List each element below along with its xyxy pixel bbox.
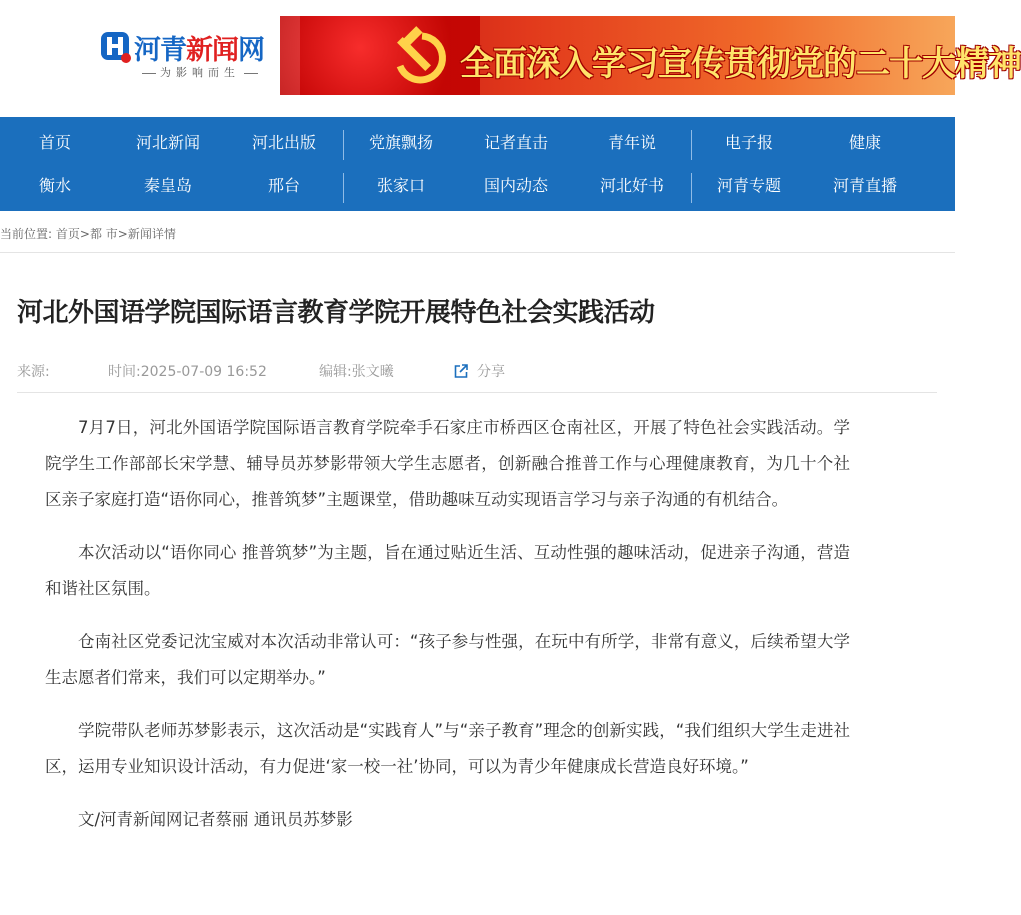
nav-item-e-paper[interactable]: 电子报 bbox=[724, 133, 773, 152]
breadcrumb-separator: > bbox=[79, 227, 90, 241]
article-byline: 文/河青新闻网记者蔡丽 通讯员苏梦影 bbox=[78, 810, 353, 829]
nav-separator bbox=[691, 130, 692, 160]
nav-row-1 bbox=[0, 122, 955, 164]
logo-mark-icon bbox=[100, 30, 132, 64]
nav-item-good-books[interactable]: 河北好书 bbox=[599, 176, 664, 195]
logo-name: 河青新闻网 bbox=[134, 35, 264, 66]
nav-separator bbox=[343, 130, 344, 160]
nav-item-hebei-publishing[interactable]: 河北出版 bbox=[251, 133, 316, 152]
share-icon bbox=[453, 363, 469, 379]
nav-item-domestic[interactable]: 国内动态 bbox=[483, 176, 548, 195]
nav-item-health[interactable]: 健康 bbox=[848, 133, 881, 152]
nav-item-hengshui[interactable]: 衡水 bbox=[38, 176, 71, 195]
nav-item-reporter[interactable]: 记者直击 bbox=[483, 133, 548, 152]
main-nav bbox=[0, 117, 955, 211]
meta-divider bbox=[17, 392, 937, 393]
nav-item-special[interactable]: 河青专题 bbox=[716, 176, 781, 195]
share-label: 分享 bbox=[477, 364, 505, 380]
meta-source: 来源: bbox=[17, 364, 50, 380]
hammer-sickle-icon bbox=[388, 26, 448, 86]
breadcrumb-divider bbox=[0, 252, 955, 253]
nav-item-hebei-news[interactable]: 河北新闻 bbox=[135, 133, 200, 152]
meta-editor: 编辑:张文曦 bbox=[319, 364, 394, 380]
nav-separator bbox=[343, 173, 344, 203]
breadcrumb-current: 新闻详情 bbox=[127, 227, 176, 241]
article-paragraph: 仓南社区党委记沈宝威对本次活动非常认可：“孩子参与性强，在玩中有所学，非常有意义，后续希望大学生志愿者们常来，我们可以定期举办。” bbox=[45, 632, 850, 687]
breadcrumb-section[interactable]: 都 市 bbox=[89, 227, 118, 241]
article-body bbox=[45, 410, 850, 855]
nav-item-live[interactable]: 河青直播 bbox=[832, 176, 897, 195]
party-banner[interactable] bbox=[300, 16, 1021, 95]
share-button[interactable] bbox=[453, 361, 505, 381]
nav-item-xingtai[interactable]: 邢台 bbox=[267, 176, 300, 195]
article-paragraph: 7月7日，河北外国语学院国际语言教育学院牵手石家庄市桥西区仓南社区，开展了特色社会实践活动。学院学生工作部部长宋学慧、辅导员苏梦影带领大学生志愿者，创新融合推普工作与心理健康教育，为几十个社区亲子家庭打造“语你同心，推普筑梦”主题课堂，借助趣味互动实现语言学习与亲子沟通的有机结合。 bbox=[45, 418, 850, 509]
breadcrumb bbox=[0, 225, 176, 242]
breadcrumb-home[interactable]: 首页 bbox=[55, 227, 80, 241]
article-meta bbox=[17, 361, 937, 381]
nav-row-2 bbox=[0, 165, 955, 207]
banner-flag-decoration bbox=[280, 16, 480, 95]
article-paragraph: 学院带队老师苏梦影表示，这次活动是“实践育人”与“亲子教育”理念的创新实践，“我们组织大学生走进社区，运用专业知识设计活动，有力促进‘家一校一社’协同，可以为青少年健康成长营造良好环境。” bbox=[45, 721, 850, 776]
nav-item-party-flag[interactable]: 党旗飘扬 bbox=[368, 133, 433, 152]
breadcrumb-prefix: 当前位置: bbox=[0, 227, 53, 241]
nav-item-qinhuangdao[interactable]: 秦皇岛 bbox=[143, 176, 192, 195]
banner-slogan: 全面深入学习宣传贯彻党的二十大精神 bbox=[460, 44, 1021, 84]
nav-item-zhangjiakou[interactable]: 张家口 bbox=[376, 176, 425, 195]
breadcrumb-separator: > bbox=[117, 227, 128, 241]
meta-time: 时间:2025-07-09 16:52 bbox=[108, 364, 267, 380]
logo-slogan: 为影响而生 bbox=[138, 64, 262, 80]
article-title: 河北外国语学院国际语言教育学院开展特色社会实践活动 bbox=[17, 298, 655, 328]
article-paragraph: 本次活动以“语你同心 推普筑梦”为主题，旨在通过贴近生活、互动性强的趣味活动，促进亲子沟通，营造和谐社区氛围。 bbox=[45, 543, 850, 598]
nav-item-home[interactable]: 首页 bbox=[38, 133, 71, 152]
site-header bbox=[0, 0, 1021, 117]
site-logo[interactable] bbox=[100, 28, 280, 80]
nav-separator bbox=[691, 173, 692, 203]
nav-item-youth-talk[interactable]: 青年说 bbox=[607, 133, 656, 152]
